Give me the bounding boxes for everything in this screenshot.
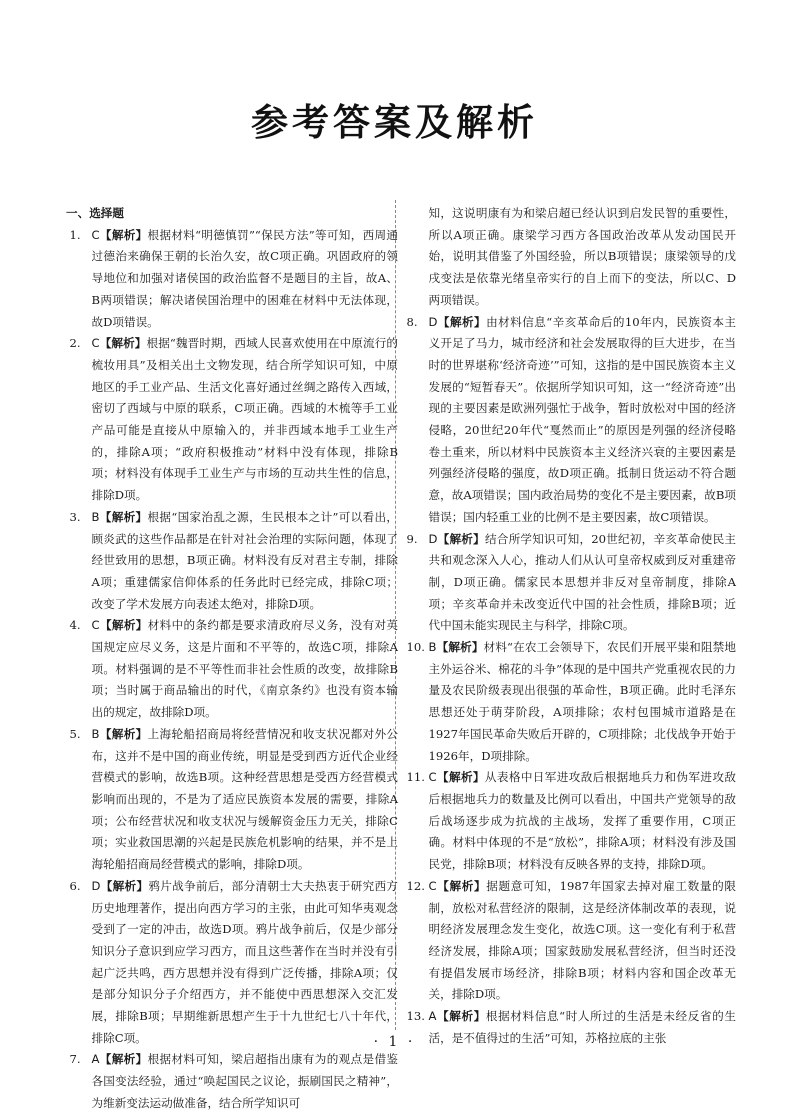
answer-item	[66, 225, 398, 334]
answer-letter: C	[91, 618, 100, 633]
answer-letter: A	[428, 1009, 437, 1024]
answer-item	[66, 876, 398, 1050]
question-number: 8.	[406, 314, 418, 329]
answer-letter: A	[91, 1052, 100, 1067]
answer-letter: C	[91, 336, 100, 351]
page-number: · 1 ·	[373, 1034, 416, 1050]
answer-letter: D	[428, 531, 438, 546]
answer-letter: C	[428, 770, 437, 785]
answer-letter: B	[91, 509, 100, 524]
question-number: 6.	[69, 878, 81, 893]
analysis-text: 材料“在农工会领导下，农民们开展平粜和阻禁地主外运谷米、棉花的斗争”体现的是中国共产党重视农民的力量及农民阶级表现出很强的革命性，B项正确。此时毛泽东思想还处于萌芽阶段，A项排除；农村包围城市道路是在1927年国民革命失败后开辟的，C项排除；北伐战争开始于1926年，D项排除。	[428, 640, 736, 763]
analysis-tag: 【解析】	[99, 726, 148, 741]
analysis-tag: 【解析】	[99, 618, 148, 633]
answer-letter: B	[91, 726, 100, 741]
question-number: 13.	[406, 1009, 425, 1024]
right-answer-list	[403, 203, 736, 1049]
question-number: 2.	[69, 336, 81, 351]
question-number: 11.	[406, 770, 425, 785]
analysis-text: 鸦片战争前后，部分清朝士大夫热衷于研究西方历史地理著作，提出向西方学习的主张，由此可知华夷观念受到了一定的冲击，故选D项。鸦片战争前后，仅是少部分知识分子意识到应学习西方，而且这些著作在当时并没有引起广泛共鸣，西方思想并没有得到广泛传播，排除A项；仅是部分知识分子介绍西方，并不能使中西思想深入交汇发展，排除B项；早期维新思想产生于十九世纪七八十年代，排除C项。	[91, 878, 398, 1045]
analysis-text: 上海轮船招商局将经营情况和收支状况都对外公布，这并不是中国的商业传统，明显是受到西方近代企业经营模式的影响，故选B项。这种经营思想是受西方经营模式影响而出现的，不是为了适应民族资本发展的需要，排除A项；公布经营状况和收支状况与缓解资金压力无关，排除C项；实业救国思潮的兴起是民族危机影响的结果，并不是上海轮船招商局经营模式的影响，排除D项。	[91, 726, 398, 872]
analysis-text: 根据材料“明德慎罚”“保民方法”等可知，西周通过德治来确保王朝的长治久安，故C项正确。巩固政府的领导地位和加强对诸侯国的政治监督不是题目的主旨，故A、B两项错误；解决诸侯国治理中的困难在材料中无法体现，故D项错误。	[91, 227, 398, 329]
question-number: 3.	[69, 509, 81, 524]
question-number: 4.	[69, 618, 81, 633]
right-column	[403, 203, 736, 1049]
answer-item	[66, 1049, 398, 1114]
analysis-tag: 【解析】	[436, 770, 485, 785]
answer-item	[403, 637, 736, 767]
question-number: 7.	[69, 1052, 81, 1067]
question-number: 9.	[406, 531, 418, 546]
answer-item	[66, 507, 398, 616]
answer-item	[403, 203, 736, 312]
analysis-text: 根据材料可知，梁启超指出康有为的观点是借鉴各国变法经验，通过“唤起国民之议论，振刷国民之精神”，为维新变法运动做准备，结合所学知识可	[91, 1052, 398, 1110]
page-title: 参考答案及解析	[251, 101, 538, 144]
answer-item	[403, 767, 736, 876]
analysis-tag: 【解析】	[99, 509, 148, 524]
answer-item	[403, 529, 736, 638]
analysis-tag: 【解析】	[437, 531, 485, 546]
analysis-text: 据题意可知，1987年国家去掉对雇工数量的限制，放松对私营经济的限制，这是经济体制改革的表现，说明经济发展理念发生变化，故选C项。这一变化有利于私营经济发展，排除A项；国家鼓励发展私营经济，但当时还没有提倡发展市场经济，排除B项；材料内容和国企改革无关，排除D项。	[428, 878, 736, 1002]
analysis-text: 结合所学知识可知，20世纪初，辛亥革命使民主共和观念深入人心，推动人们从认可皇帝权威到反对重建帝制，D项正确。儒家民本思想并非反对皇帝制度，排除A项；辛亥革命并未改变近代中国的社会性质，排除B项；近代中国未能实现民主与科学，排除C项。	[428, 531, 736, 633]
analysis-tag: 【解析】	[99, 336, 147, 351]
answer-item	[403, 876, 736, 1006]
answer-letter: C	[91, 227, 100, 242]
section-heading: 一、选择题	[66, 206, 124, 220]
analysis-tag: 【解析】	[436, 640, 484, 655]
answer-letter: B	[428, 640, 437, 655]
analysis-text: 根据“魏晋时期，西域人民喜欢使用在中原流行的梳妆用具”及相关出土文物发现，结合所学知识可知，中原地区的手工业产品、生活文化喜好通过丝绸之路传入西域，密切了西域与中原的联系，C项正确。西域的木梳等手工业产品可能是直接从中原输入的，并非西域本地手工业生产的，排除A项；“政府积极推动”材料中没有体现，排除B项；材料没有体现手工业生产与市场的互动共生性的信息，排除D项。	[91, 336, 398, 503]
question-number: 5.	[69, 726, 81, 741]
answer-letter: D	[428, 314, 438, 329]
answer-item	[66, 615, 398, 724]
answer-item	[66, 333, 398, 507]
analysis-tag: 【解析】	[436, 1009, 486, 1024]
analysis-tag: 【解析】	[436, 878, 487, 893]
answer-letter: C	[428, 878, 437, 893]
analysis-text: 材料中的条约都是要求清政府尽义务，没有对英国规定应尽义务，这是片面和不平等的，故选C项，排除A项。材料强调的是不平等性而非社会性质的改变，故排除B项；当时属于商品输出的时代，《南京条约》也没有资本输出的规定，故排除D项。	[91, 618, 398, 720]
analysis-tag: 【解析】	[437, 314, 487, 329]
analysis-tag: 【解析】	[100, 878, 149, 893]
answer-item	[403, 312, 736, 529]
analysis-text: 从表格中日军进攻敌后根据地兵力和伪军进攻敌后根据地兵力的数量及比例可以看出，中国共产党领导的敌后战场逐步成为抗战的主战场，发挥了重要作用，C项正确。材料中体现的不是“放松”，排除A项；材料没有涉及国民党，排除B项；材料没有反映各界的支持，排除D项。	[428, 770, 736, 872]
answer-item	[66, 724, 398, 876]
analysis-text: 根据“国家治乱之源，生民根本之计”可以看出，顾炎武的这些作品都是在针对社会治理的实际问题，体现了经世致用的思想，B项正确。材料没有反对君主专制，排除A项；重建儒家信仰体系的任务此时已经完成，排除C项；改变了学术发展方向表述太绝对，排除D项。	[91, 509, 398, 611]
left-answer-list	[66, 225, 398, 1115]
analysis-text: 知，这说明康有为和梁启超已经认识到启发民智的重要性，所以A项正确。康梁学习西方各国政治改革从发动国民开始，说明其借鉴了外国经验，所以B项错误；康梁领导的戊戌变法是依靠光绪皇帝实行的自上而下的变法，所以C、D两项错误。	[428, 206, 736, 307]
question-number: 12.	[406, 878, 425, 893]
analysis-text: 根据材料信息“时人所过的生活是未经反省的生活，是不值得过的生活”可知，苏格拉底的主张	[428, 1009, 736, 1045]
analysis-tag: 【解析】	[99, 1052, 148, 1067]
question-number: 1.	[69, 227, 81, 242]
question-number: 10.	[406, 640, 425, 655]
analysis-text: 由材料信息“辛亥革命后的10年内，民族资本主义开足了马力，城市经济和社会发展取得的巨大进步，在当时的世界堪称‘经济奇迹’”可知，这指的是中国民族资本主义发展的“短暂春天”。依据所学知识可知，这一“经济奇迹”出现的主要因素是欧洲列强忙于战争，暂时放松对中国的经济侵略，20世纪20年代“戛然而止”的原因是列强的经济侵略卷土重来，所以材料中民族资本主义经济兴衰的主要因素是列强经济侵略的强度，故D项正确。抵制日货运动不符合题意，故A项错误；国内政治局势的变化不是主要因素，故B项错误；国内轻重工业的比例不是主要因素，故C项错误。	[428, 314, 736, 524]
analysis-tag: 【解析】	[99, 227, 148, 242]
answer-letter: D	[91, 878, 101, 893]
left-column	[66, 203, 398, 1115]
